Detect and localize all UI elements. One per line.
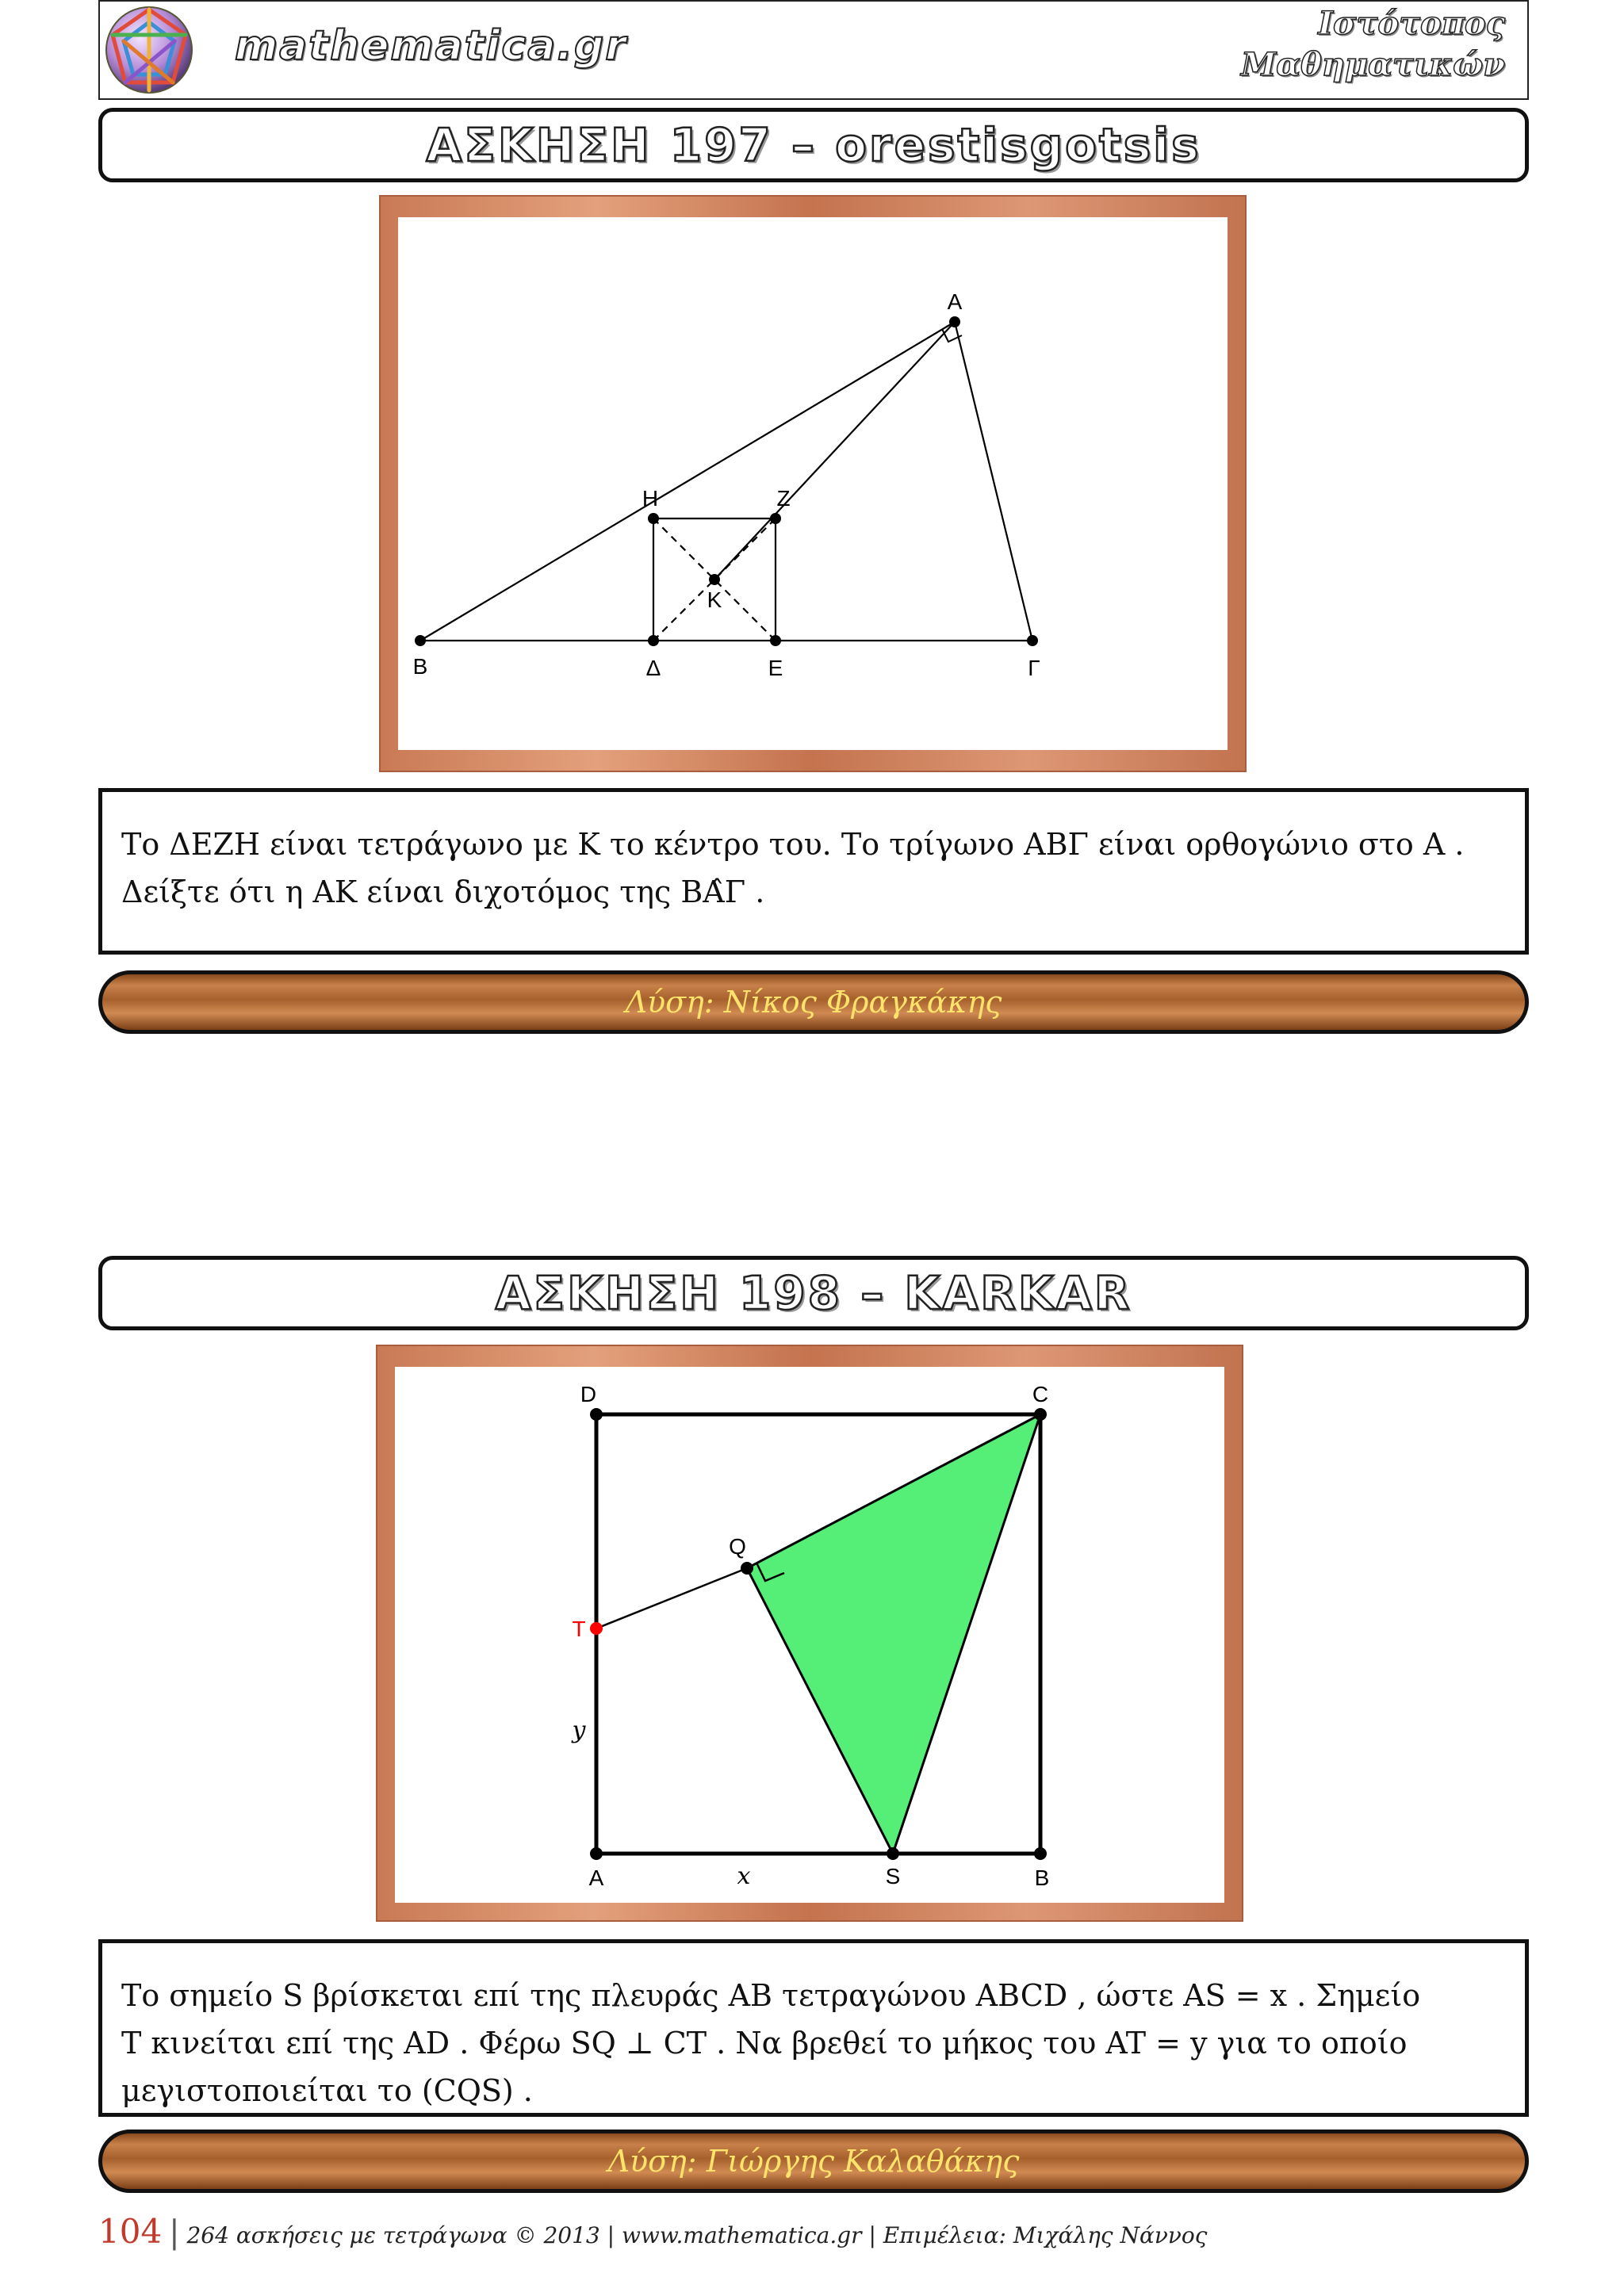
- exercise-198-problem-line3: μεγιστοποιείται το (CQS) .: [121, 2073, 533, 2108]
- point-d: [648, 635, 659, 646]
- label-d: D: [580, 1382, 597, 1406]
- label-h: Η: [642, 486, 659, 511]
- label-g: Γ: [1028, 656, 1040, 680]
- exercise-198-solution-button[interactable]: [98, 2130, 1529, 2193]
- point-s: [887, 1847, 899, 1860]
- label-b: Β: [412, 654, 428, 679]
- exercise-198-problem-line2: T κινείται επί της AD . Φέρω SQ ⊥ CT . Να βρεθεί το μήκος του AT = y για το οποίο: [121, 2026, 1408, 2061]
- segment-ba: [420, 322, 955, 641]
- exercise-198-problem-line1: Το σημείο S βρίσκεται επί της πλευράς AB τετραγώνου ABCD , ώστε AS = x . Σημείο: [121, 1978, 1421, 2013]
- label-z: Ζ: [776, 486, 791, 511]
- exercise-197-solution-button[interactable]: [98, 970, 1529, 1034]
- point-b: [1034, 1847, 1047, 1860]
- mathematica-logo-icon: [100, 3, 198, 97]
- exercise-197-problem: [98, 788, 1529, 955]
- point-g: [1027, 635, 1038, 646]
- footer-separator: |: [169, 2214, 180, 2251]
- point-a: [590, 1847, 603, 1860]
- exercise-197-problem-line2: Δείξτε ότι η ΑΚ είναι διχοτόμος της ΒΑ̂Γ .: [121, 874, 765, 909]
- page-number: 104: [98, 2212, 163, 2251]
- point-k: [709, 574, 720, 585]
- exercise-197-problem-line1: Το ΔΕΖΗ είναι τετράγωνο με Κ το κέντρο του. Το τρίγωνο ΑΒΓ είναι ορθογώνιο στο Α .: [121, 827, 1465, 862]
- label-y: y: [572, 1716, 586, 1744]
- label-a: A: [588, 1866, 604, 1890]
- label-c: C: [1032, 1382, 1049, 1406]
- exercise-198-title-box: [98, 1256, 1529, 1330]
- label-d: Δ: [645, 656, 661, 680]
- point-t: [590, 1622, 603, 1635]
- label-e: Ε: [768, 656, 783, 680]
- label-q: Q: [729, 1534, 746, 1559]
- site-name: mathematica.gr: [235, 22, 627, 70]
- label-k: Κ: [707, 587, 722, 612]
- point-b: [415, 635, 426, 646]
- segment-ag: [955, 322, 1032, 641]
- site-subtitle-line2: Μαθηματικών: [1241, 46, 1505, 83]
- footer-text: 264 ασκήσεις με τετράγωνα © 2013 | www.mathematica.gr | Επιμέλεια: Μιχάλης Νάννος: [186, 2222, 1208, 2248]
- point-z: [770, 513, 781, 524]
- label-a: Α: [947, 289, 963, 314]
- site-subtitle-line1: Ιστότοπος: [1318, 5, 1505, 42]
- segment-ak: [714, 322, 955, 580]
- label-s: S: [885, 1864, 901, 1888]
- exercise-197-figure: [398, 217, 1228, 750]
- point-a: [949, 316, 960, 327]
- point-h: [648, 513, 659, 524]
- exercise-198-solution-label: Λύση: Γιώργης Καλαθάκης: [607, 2144, 1020, 2179]
- page-footer: [98, 2212, 1207, 2251]
- segment-tq: [596, 1568, 747, 1628]
- triangle-cqs: [747, 1414, 1040, 1854]
- point-c: [1034, 1408, 1047, 1421]
- point-e: [770, 635, 781, 646]
- label-x: x: [737, 1862, 751, 1890]
- exercise-197-title-box: [98, 108, 1529, 182]
- exercise-198-problem: [98, 1939, 1529, 2117]
- exercise-198-title: ΑΣΚΗΣΗ 198 – KARKAR: [495, 1266, 1132, 1320]
- label-t: T: [572, 1617, 586, 1641]
- label-b: B: [1034, 1866, 1050, 1890]
- exercise-197-solution-label: Λύση: Νίκος Φραγκάκης: [625, 985, 1002, 1020]
- point-q: [741, 1562, 753, 1575]
- point-d: [590, 1408, 603, 1421]
- exercise-198-figure: [395, 1367, 1224, 1903]
- exercise-197-title: ΑΣΚΗΣΗ 197 – orestisgotsis: [426, 118, 1201, 172]
